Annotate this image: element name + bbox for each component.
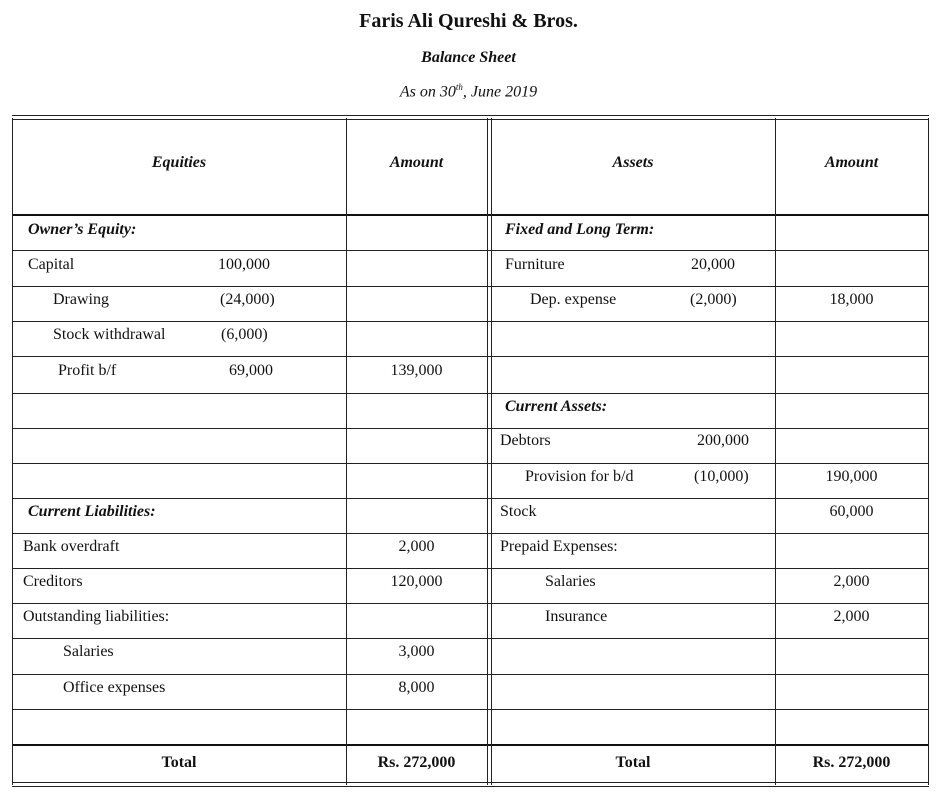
stock-label: Stock <box>500 503 537 520</box>
drawing-value: (24,000) <box>220 291 275 308</box>
owners-equity-heading: Owner’s Equity: <box>28 221 137 238</box>
column-rule <box>491 118 492 785</box>
prepaid-salaries-amount: 2,000 <box>833 573 870 590</box>
row-divider <box>12 286 929 287</box>
header-bottom-rule <box>12 214 929 216</box>
date-superscript: th <box>455 82 463 92</box>
stock-withdrawal-label: Stock withdrawal <box>53 326 166 343</box>
row-divider <box>12 321 929 322</box>
column-rule <box>487 118 488 785</box>
debtors-value: 200,000 <box>697 432 749 449</box>
company-name: Faris Ali Qureshi & Bros. <box>359 10 578 32</box>
bank-overdraft-label: Bank overdraft <box>23 538 120 555</box>
outstanding-salaries-label: Salaries <box>63 643 114 660</box>
table-bottom-rule-outer <box>12 786 929 787</box>
insurance-label: Insurance <box>545 608 608 625</box>
debtors-net-amount: 190,000 <box>825 468 878 485</box>
row-divider <box>12 393 929 394</box>
capital-value: 100,000 <box>218 256 270 273</box>
profit-value: 69,000 <box>229 362 273 379</box>
stock-amount: 60,000 <box>829 503 874 520</box>
table-top-rule-inner <box>12 119 929 120</box>
creditors-label: Creditors <box>23 573 83 590</box>
row-divider <box>12 250 929 251</box>
outstanding-liabilities-label: Outstanding liabilities: <box>23 608 170 625</box>
drawing-label: Drawing <box>53 291 109 308</box>
total-label-right: Total <box>615 754 651 771</box>
table-bottom-rule-inner <box>12 782 929 783</box>
column-header-amount-left: Amount <box>389 154 444 171</box>
bank-overdraft-amount: 2,000 <box>398 538 435 555</box>
total-amount-left: Rs. 272,000 <box>377 754 456 771</box>
insurance-amount: 2,000 <box>833 608 870 625</box>
prepaid-salaries-label: Salaries <box>545 573 596 590</box>
current-assets-heading: Current Assets: <box>505 398 608 415</box>
debtors-label: Debtors <box>500 432 551 449</box>
column-rule <box>775 118 776 785</box>
prepaid-expenses-label: Prepaid Expenses: <box>500 538 618 555</box>
document-title: Balance Sheet <box>421 49 516 66</box>
office-expenses-label: Office expenses <box>63 679 166 696</box>
furniture-value: 20,000 <box>691 256 735 273</box>
column-header-amount-right: Amount <box>824 154 879 171</box>
fixed-assets-amount: 18,000 <box>829 291 874 308</box>
column-rule <box>928 118 929 785</box>
row-divider <box>12 568 929 569</box>
column-header-equities: Equities <box>151 154 207 171</box>
fixed-assets-heading: Fixed and Long Term: <box>505 221 655 238</box>
total-label-left: Total <box>161 754 197 771</box>
row-divider <box>12 428 929 429</box>
dep-expense-value: (2,000) <box>690 291 737 308</box>
column-header-assets: Assets <box>612 154 654 171</box>
total-top-rule <box>12 744 929 746</box>
capital-label: Capital <box>28 256 75 273</box>
date-prefix: As on 30 <box>399 83 456 101</box>
row-divider <box>12 498 929 499</box>
dep-expense-label: Dep. expense <box>530 291 617 308</box>
profit-label: Profit b/f <box>58 362 117 379</box>
office-expenses-amount: 8,000 <box>398 679 435 696</box>
row-divider <box>12 674 929 675</box>
stock-withdrawal-value: (6,000) <box>221 326 268 343</box>
row-divider <box>12 356 929 357</box>
current-liabilities-heading: Current Liabilities: <box>28 503 156 520</box>
provision-label: Provision for b/d <box>525 468 634 485</box>
row-divider <box>12 603 929 604</box>
owners-equity-amount: 139,000 <box>390 362 443 379</box>
column-rule <box>12 118 13 785</box>
outstanding-salaries-amount: 3,000 <box>398 643 435 660</box>
provision-value: (10,000) <box>694 468 749 485</box>
table-top-rule-outer <box>12 115 929 116</box>
creditors-amount: 120,000 <box>390 573 443 590</box>
total-amount-right: Rs. 272,000 <box>812 754 891 771</box>
row-divider <box>12 638 929 639</box>
balance-sheet-date <box>0 82 937 101</box>
row-divider <box>12 709 929 710</box>
row-divider <box>12 533 929 534</box>
furniture-label: Furniture <box>505 256 565 273</box>
date-suffix: , June 2019 <box>462 83 538 101</box>
row-divider <box>12 463 929 464</box>
